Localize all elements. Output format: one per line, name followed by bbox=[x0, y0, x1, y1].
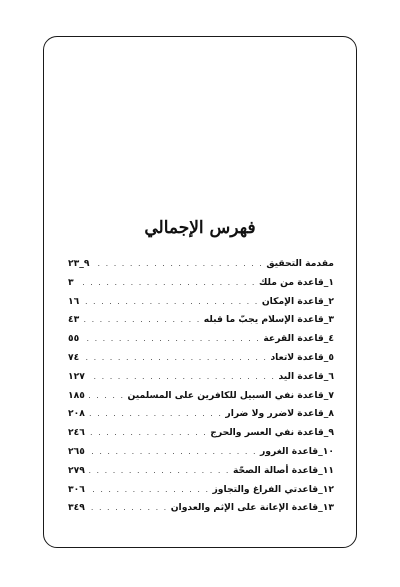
toc-entry-page: ١٢٧ bbox=[68, 370, 85, 382]
toc-entry bbox=[68, 352, 334, 371]
toc-entry bbox=[68, 427, 334, 446]
leader-dots bbox=[82, 353, 267, 362]
leader-dots bbox=[92, 259, 263, 268]
toc-entry bbox=[68, 277, 334, 296]
leader-dots bbox=[88, 466, 230, 475]
toc-entry-label: ٢_قاعدة الإمكان bbox=[261, 295, 334, 307]
leader-dots bbox=[88, 428, 207, 437]
toc-entry bbox=[68, 446, 334, 465]
toc-entry bbox=[68, 484, 334, 503]
toc-entry-page: ٣٠٦ bbox=[68, 483, 85, 495]
toc-entry-page: ١٨٥ bbox=[68, 389, 85, 401]
toc-entry-page: ٢٠٨ bbox=[68, 408, 85, 420]
toc-entry bbox=[68, 390, 334, 409]
toc-entry bbox=[68, 371, 334, 390]
toc-entry-page: ٢٦٥ bbox=[68, 445, 85, 457]
toc-entry-page: ٩_٢٣ bbox=[68, 258, 90, 269]
toc-entry-page: ٢٧٩ bbox=[68, 464, 85, 476]
leader-dots bbox=[77, 278, 256, 287]
leader-dots bbox=[88, 409, 223, 418]
toc-entry-page: ٢٤٦ bbox=[68, 427, 85, 439]
toc-entry-page: ٥٥ bbox=[68, 333, 80, 345]
leader-dots bbox=[82, 297, 259, 306]
toc-entry bbox=[68, 258, 334, 277]
toc-entry bbox=[68, 314, 334, 333]
leader-dots bbox=[82, 334, 260, 343]
leader-dots bbox=[88, 447, 257, 456]
toc-entry bbox=[68, 333, 334, 352]
toc-entry bbox=[68, 408, 334, 427]
toc-entry-label: ٨_قاعدة لاضرر ولا ضرار bbox=[225, 408, 334, 420]
toc-entry-label: ٦_قاعدة اليد bbox=[278, 370, 334, 382]
toc-entry-label: ٥_قاعدة لاتعاد bbox=[270, 351, 334, 363]
toc-entry-label: ١١_قاعدة أصالة الصحّة bbox=[232, 464, 334, 476]
toc-entry-label: ٧_قاعدة نفي السبيل للكافرين على المسلمين bbox=[127, 389, 334, 401]
page-title: فهرس الإجمالي bbox=[144, 218, 256, 238]
leader-dots bbox=[82, 315, 201, 324]
toc-entry-label: ١٢_قاعدتي الفراغ والتجاوز bbox=[212, 483, 334, 495]
toc-entry-label: ١٠_قاعدة الغرور bbox=[260, 445, 334, 457]
toc-entry-page: ٤٣ bbox=[68, 314, 80, 326]
toc-entry bbox=[68, 296, 334, 315]
table-of-contents bbox=[68, 258, 334, 521]
toc-entry-label: ١_قاعدة من ملك bbox=[258, 276, 334, 288]
toc-entry bbox=[68, 465, 334, 484]
toc-entry-page: ٣ bbox=[68, 276, 74, 288]
toc-entry-label: ٤_قاعدة القرعة bbox=[263, 333, 334, 345]
toc-entry-label: ٩_قاعدة نفي العسر والحرج bbox=[210, 427, 334, 439]
toc-entry-page: ٣٤٩ bbox=[68, 502, 85, 514]
leader-dots bbox=[88, 391, 125, 400]
leader-dots bbox=[88, 372, 276, 381]
leader-dots bbox=[88, 485, 210, 494]
toc-entry-page: ٧٤ bbox=[68, 351, 80, 363]
toc-entry-page: ١٦ bbox=[68, 295, 80, 307]
leader-dots bbox=[88, 503, 168, 512]
toc-entry bbox=[68, 502, 334, 521]
toc-entry-label: ٣_قاعدة الإسلام يجبّ ما قبله bbox=[203, 314, 334, 326]
toc-entry-label: مقدمة التحقيق bbox=[266, 258, 334, 269]
toc-entry-label: ١٣_قاعدة الإعانة على الإثم والعدوان bbox=[170, 502, 334, 514]
